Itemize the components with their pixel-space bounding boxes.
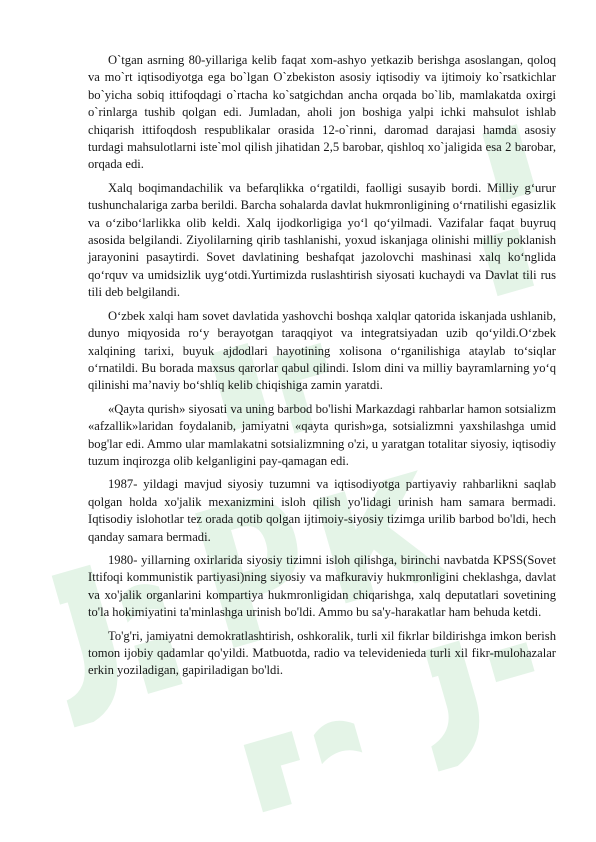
text-body bbox=[88, 52, 556, 686]
paragraph-perestroika: «Qayta qurish» siyosati va uning barbod bo'lishi Markazdagi rahbarlar hamon sotsializm «afzallik»laridan foydalanib, jamiyatni «qayta qurish»ga, sotsializmni yaxshilashga umid bog'lar edi. Ammo ular mamlakatni sotsializmning o'zi, u yaratgan totalitar siyosiy, iqtisodiy tuzum inqirozga olib kelganligini pay-qamagan edi. bbox=[88, 401, 556, 468]
paragraph-democratization: To'g'ri, jamiyatni demokratlashtirish, oshkoralik, turli xil fikrlar bildirishga imkon berish tomon ijobiy qadamlar qo'yildi. Matbuotda, radio va televidenieda turli xil fikr-mulohazalar erkin yoziladigan, gapiriladigan bo'ldi. bbox=[88, 628, 556, 678]
paragraph-economy: O`tgan asrning 80-yillariga kelib faqat xom-ashyo yetkazib berishga asoslangan, qoloq va mo`rt iqtisodiyotga ega bo`lgan O`zbekiston asosiy iqtisodiy va ijtimoiy ko`rsatkichlar bo`yicha sobiq ittifoqdagi o`rtacha ko`satgichdan ancha orqada bo`lib, mamlakatda oxirgi o`rinlarga tushib qolgan edi. Jumladan, aholi jon boshiga yalpi ichki mahsulot ishlab chiqarish ittifoqdosh respublikalar orasida 12-o`rinni, daromad darajasi hamda asosiy turdagi mahsulotlarni iste`mol qilish jihatidan 2,5 barobar, qishloq xo`jaligida esa 2 barobar, orqada edi. bbox=[88, 53, 556, 172]
paragraph-history: O‘zbek xalqi ham sovet davlatida yashovchi boshqa xalqlar qatorida iskanjada ushlanib, dunyo miqyosida ro‘y berayotgan taraqqiyot va integratsiyadan uzib qo‘yildi.O‘zbek xalqining tarixi, buyuk ajdodlari hayotining xolisona o‘rganilishiga ataylab to‘siqlar o‘rnatildi. Bu borada maxsus qarorlar qabul qilindi. Islom dini va milliy bayramlarning yo‘q qilinishi ma’naviy bo‘shliq kelib chiqishiga zamin yaratdi. bbox=[88, 308, 556, 393]
paragraph-1980s: 1980- yillarning oxirlarida siyosiy tizimni isloh qilishga, birinchi navbatda KPSS(Sovet Ittifoqi kommunistik partiyasi)ning siyosiy va mafkuraviy hukmronligini cheklashga, davlat va xo'jalik organlarini kompartiya hukmronligidan chiqarishga, xalq deputatlari sovetining to'la hokimiyatini ta'minlashga urinish bo'ldi. Ammo bu sa'y-harakatlar ham behuda ketdi. bbox=[88, 552, 556, 620]
paragraph-1987: 1987- yildagi mavjud siyosiy tuzumni va iqtisodiyotga partiyaviy rahbarlikni saqlab qolgan holda xo'jalik mexanizmini isloh qilish yo'lidagi urinish ham samara bermadi. Iqtisodiy islohotlar tez orada qotib qolgan ijtimoiy-siyosiy tizimga urilib barbod bo'ldi, hech qanday samara bermadi. bbox=[88, 477, 556, 544]
paragraph-society: Xalq boqimandachilik va befarqlikka o‘rgatildi, faolligi susayib bordi. Milliy g‘urur tushunchalariga zarba berildi. Barcha sohalarda davlat hukmronligining o‘rnatilishi egasizlik va o‘zibo‘larlikka olib keldi. Xalq ijodkorligiga yo‘l qo‘yilmadi. Vazifalar faqat buyruq asosida belgilandi. Ziyolilarning qirib tashlanishi, yoxud iskanjaga olinishi milliy poklanish jarayonini pasaytirdi. Sovet davlatining beshafqat jazolovchi mashinasi xalq ko‘nglida qo‘rquv va umidsizlik uyg‘otdi.Yurtimizda ruslashtirish siyosati kuchaydi va Davlat tili rus tili deb belgilandi. bbox=[88, 180, 556, 300]
